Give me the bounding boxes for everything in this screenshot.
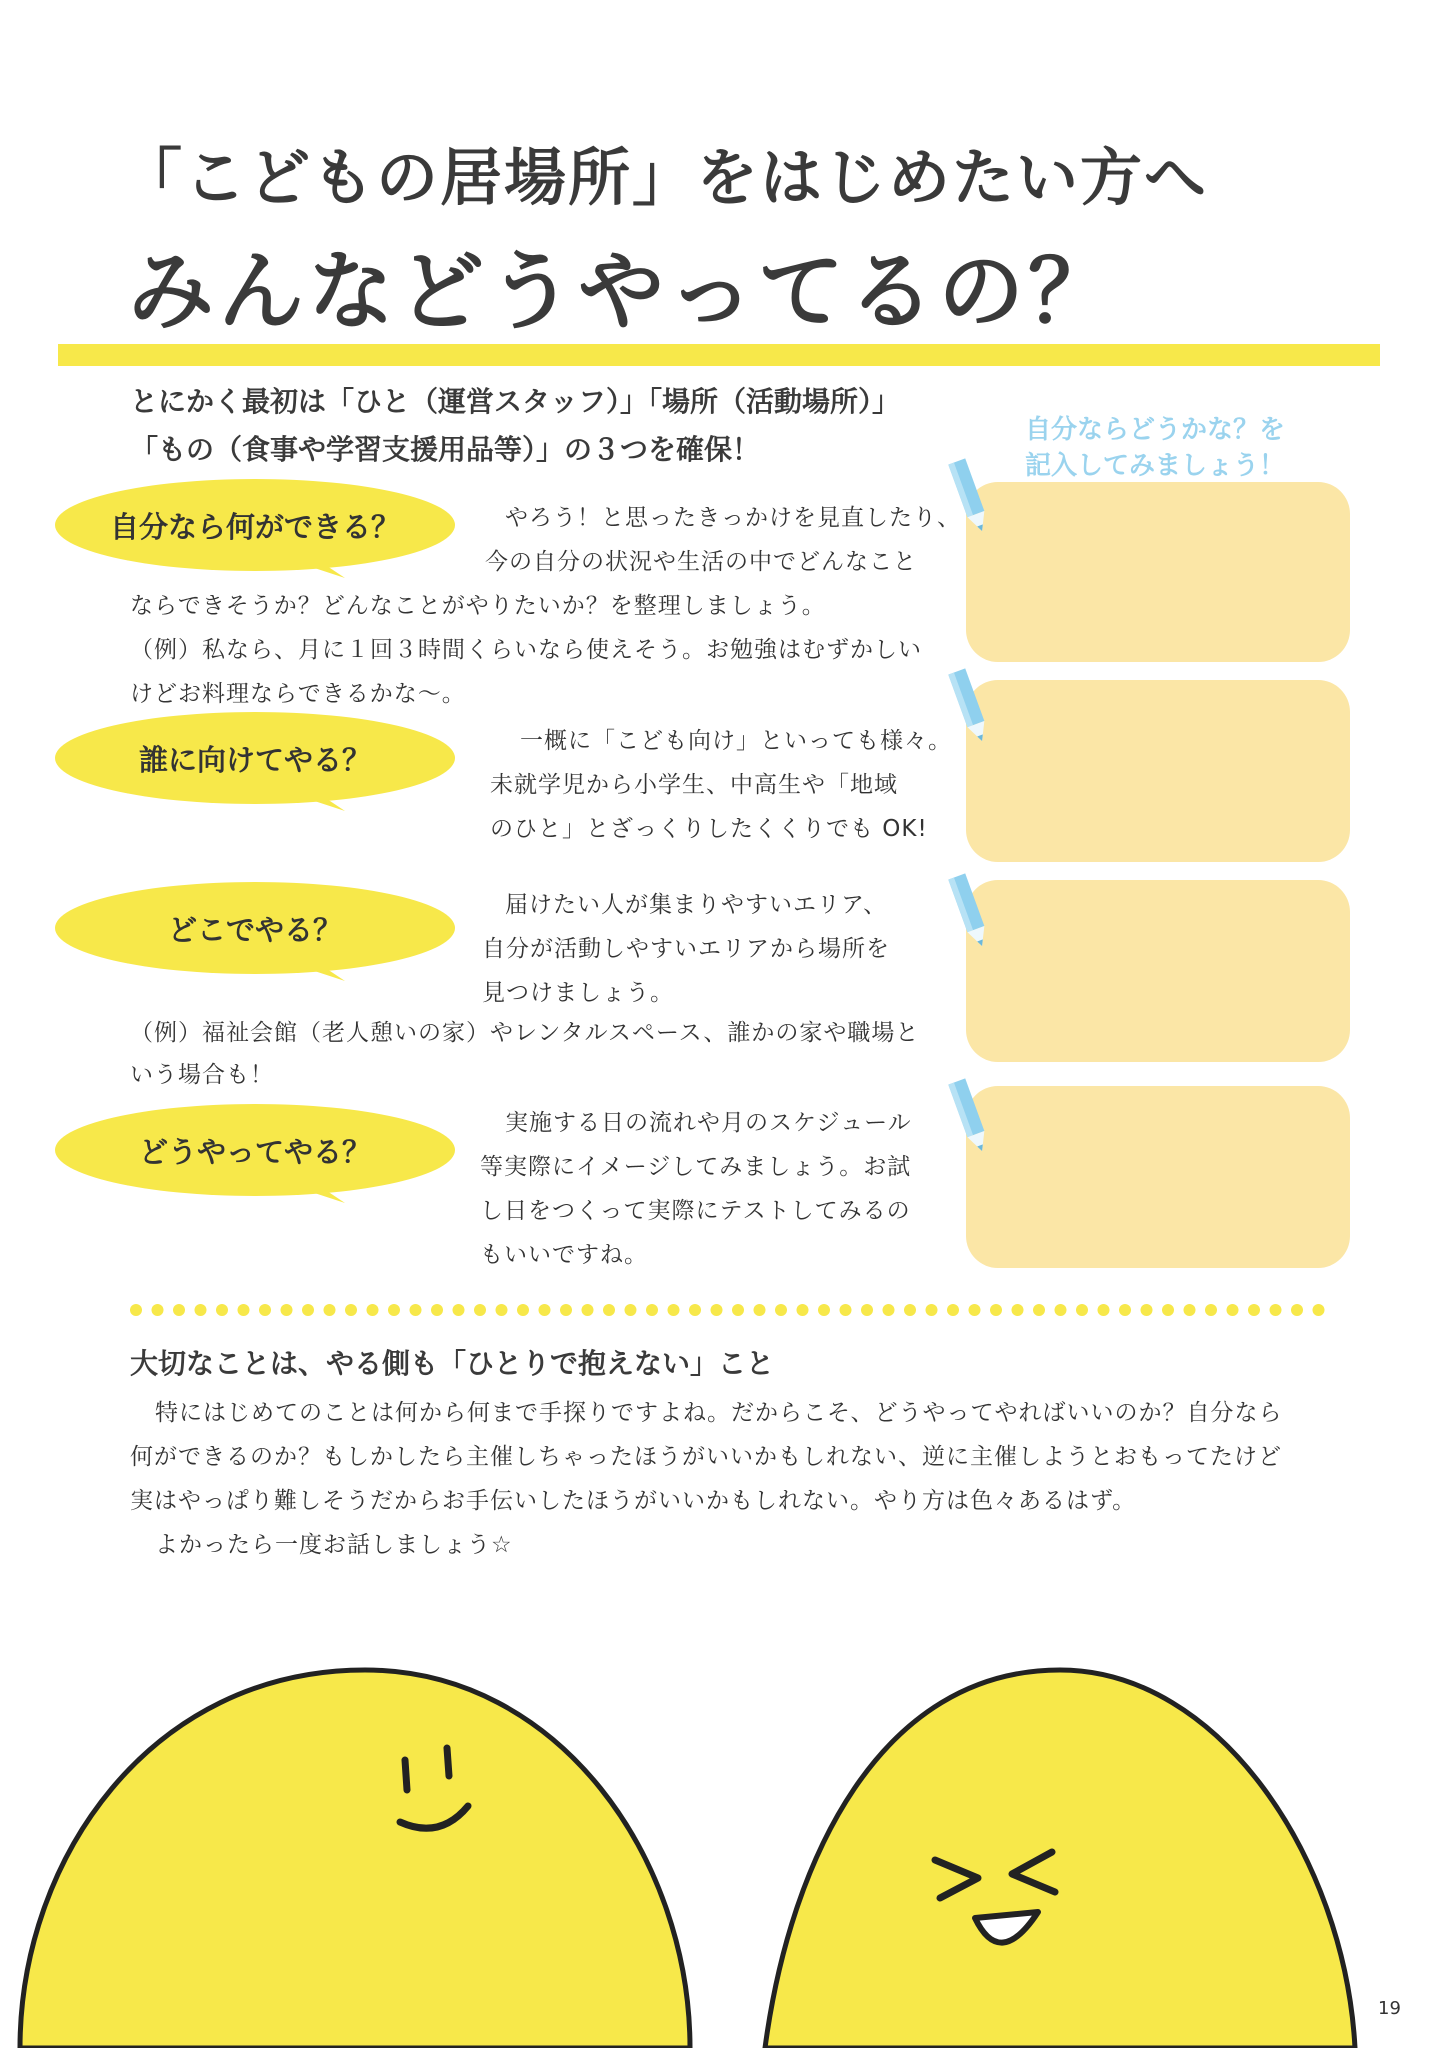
section3-line1: 届けたい人が集まりやすいエリア、 [505, 892, 888, 918]
laughing-character [765, 1670, 1355, 2048]
section4-line3: し日をつくって実際にテストしてみるの [480, 1198, 911, 1224]
divider-dot [1227, 1304, 1239, 1316]
divider-dot [130, 1304, 142, 1316]
divider-dot [345, 1304, 357, 1316]
divider-dot [324, 1304, 336, 1316]
divider-dot [840, 1304, 852, 1316]
divider-dot [453, 1304, 465, 1316]
divider-dot [1270, 1304, 1282, 1316]
divider-dot [539, 1304, 551, 1316]
section1-line1: やろう！と思ったきっかけを見直したり、 [505, 505, 961, 531]
section3-line4: （例）福祉会館（老人憩いの家）やレンタルスペース、誰かの家や職場と [130, 1020, 920, 1046]
divider-dot [818, 1304, 830, 1316]
divider-dot [195, 1304, 207, 1316]
divider-dot [711, 1304, 723, 1316]
divider-dot [410, 1304, 422, 1316]
divider-dot [1184, 1304, 1196, 1316]
divider-dot [1098, 1304, 1110, 1316]
closing-line-1: 特にはじめてのことは何から何まで手探りですよね。だからこそ、どうやってやればいいのか？自分なら [155, 1400, 1283, 1426]
characters-illustration [0, 1600, 1446, 2048]
section1-line2: 今の自分の状況や生活の中でどんなこと [485, 549, 917, 575]
page-title-line2: みんなどうやってるの？ [128, 242, 1118, 342]
pencil-icon [940, 665, 1000, 747]
divider-dot [861, 1304, 873, 1316]
divider-dot [797, 1304, 809, 1316]
intro-line-2: 「もの（食事や学習支援用品等）」の３つを確保！ [130, 433, 761, 466]
intro-line-1: とにかく最初は「ひと（運営スタッフ）」「場所（活動場所）」 [130, 385, 901, 418]
page-number: 19 [1378, 1998, 1401, 2019]
section4-line4: もいいですね。 [480, 1242, 648, 1268]
closing-title: 大切なことは、やる側も「ひとりで抱えない」こと [130, 1347, 775, 1380]
note-box-1[interactable] [966, 482, 1350, 662]
section1-line3: ならできそうか？どんなことがやりたいか？を整理しましょう。 [130, 593, 826, 619]
pencil-icon [940, 1075, 1000, 1157]
divider-dot [1313, 1304, 1325, 1316]
divider-dot [1248, 1304, 1260, 1316]
closing-line-4: よかったら一度お話しましょう☆ [155, 1532, 513, 1558]
pencil-icon [940, 870, 1000, 952]
divider-dot [1205, 1304, 1217, 1316]
divider-dot [1162, 1304, 1174, 1316]
divider-dot [754, 1304, 766, 1316]
divider-dot [1141, 1304, 1153, 1316]
divider-dot [152, 1304, 164, 1316]
section2-line3: のひと」とざっくりしたくくりでも OK! [490, 816, 928, 842]
divider-dot [646, 1304, 658, 1316]
divider-dot [216, 1304, 228, 1316]
note-box-2[interactable] [966, 680, 1350, 862]
note-box-4[interactable] [966, 1086, 1350, 1268]
section1-line5: けどお料理ならできるかな～。 [130, 681, 466, 707]
note-box-3[interactable] [966, 880, 1350, 1062]
divider-dot [517, 1304, 529, 1316]
divider-dot [1076, 1304, 1088, 1316]
divider-dot [259, 1304, 271, 1316]
divider-dot [431, 1304, 443, 1316]
divider-dot [603, 1304, 615, 1316]
section3-line3: 見つけましょう。 [482, 980, 674, 1006]
section4-line1: 実施する日の流れや月のスケジュール [505, 1110, 912, 1136]
fill-in-label-line1: 自分ならどうかな？を [1024, 415, 1285, 445]
divider-dot [496, 1304, 508, 1316]
divider-dot [281, 1304, 293, 1316]
section2-line2: 未就学児から小学生、中高生や「地域 [490, 772, 898, 798]
divider-dot [1012, 1304, 1024, 1316]
closing-line-2: 何ができるのか？もしかしたら主催しちゃったほうがいいかもしれない、逆に主催しようとおもってたけど [130, 1444, 1282, 1470]
divider-dot [582, 1304, 594, 1316]
divider-dot [474, 1304, 486, 1316]
divider-dot [775, 1304, 787, 1316]
divider-dot [904, 1304, 916, 1316]
closing-line-3: 実はやっぱり難しそうだからお手伝いしたほうがいいかもしれない。やり方は色々あるはず。 [130, 1488, 1137, 1514]
smiling-character [20, 1670, 690, 2048]
pencil-icon [940, 455, 1000, 537]
section4-line2: 等実際にイメージしてみましょう。お試 [480, 1154, 912, 1180]
divider-dot [1291, 1304, 1303, 1316]
fill-in-label-line2: 記入してみましょう！ [1024, 451, 1285, 481]
divider-dot [238, 1304, 250, 1316]
question-label-1: 自分なら何ができる？ [109, 510, 400, 544]
divider-dot [388, 1304, 400, 1316]
divider-dot [732, 1304, 744, 1316]
section3-line2: 自分が活動しやすいエリアから場所を [482, 936, 890, 962]
section2-line1: 一概に「こども向け」といっても様々。 [520, 728, 952, 754]
question-label-3: どこでやる？ [167, 913, 342, 947]
divider-dot [926, 1304, 938, 1316]
section1-line4: （例）私なら、月に１回３時間くらいなら使えそう。お勉強はむずかしい [130, 637, 922, 663]
question-label-4: どうやってやる？ [138, 1135, 371, 1169]
divider-dot [947, 1304, 959, 1316]
divider-dot [1055, 1304, 1067, 1316]
divider-dot [1033, 1304, 1045, 1316]
page-title-line1: 「こどもの居場所」をはじめたい方へ [120, 141, 1209, 214]
divider-dot [990, 1304, 1002, 1316]
divider-dot [883, 1304, 895, 1316]
divider-dot [625, 1304, 637, 1316]
question-label-2: 誰に向けてやる？ [138, 743, 371, 777]
divider-dot [560, 1304, 572, 1316]
divider-dot [668, 1304, 680, 1316]
section3-line5: いう場合も！ [130, 1062, 274, 1088]
dotted-divider [128, 1300, 1328, 1320]
divider-dot [689, 1304, 701, 1316]
divider-dot [302, 1304, 314, 1316]
divider-dot [969, 1304, 981, 1316]
divider-dot [367, 1304, 379, 1316]
divider-dot [1119, 1304, 1131, 1316]
divider-dot [173, 1304, 185, 1316]
